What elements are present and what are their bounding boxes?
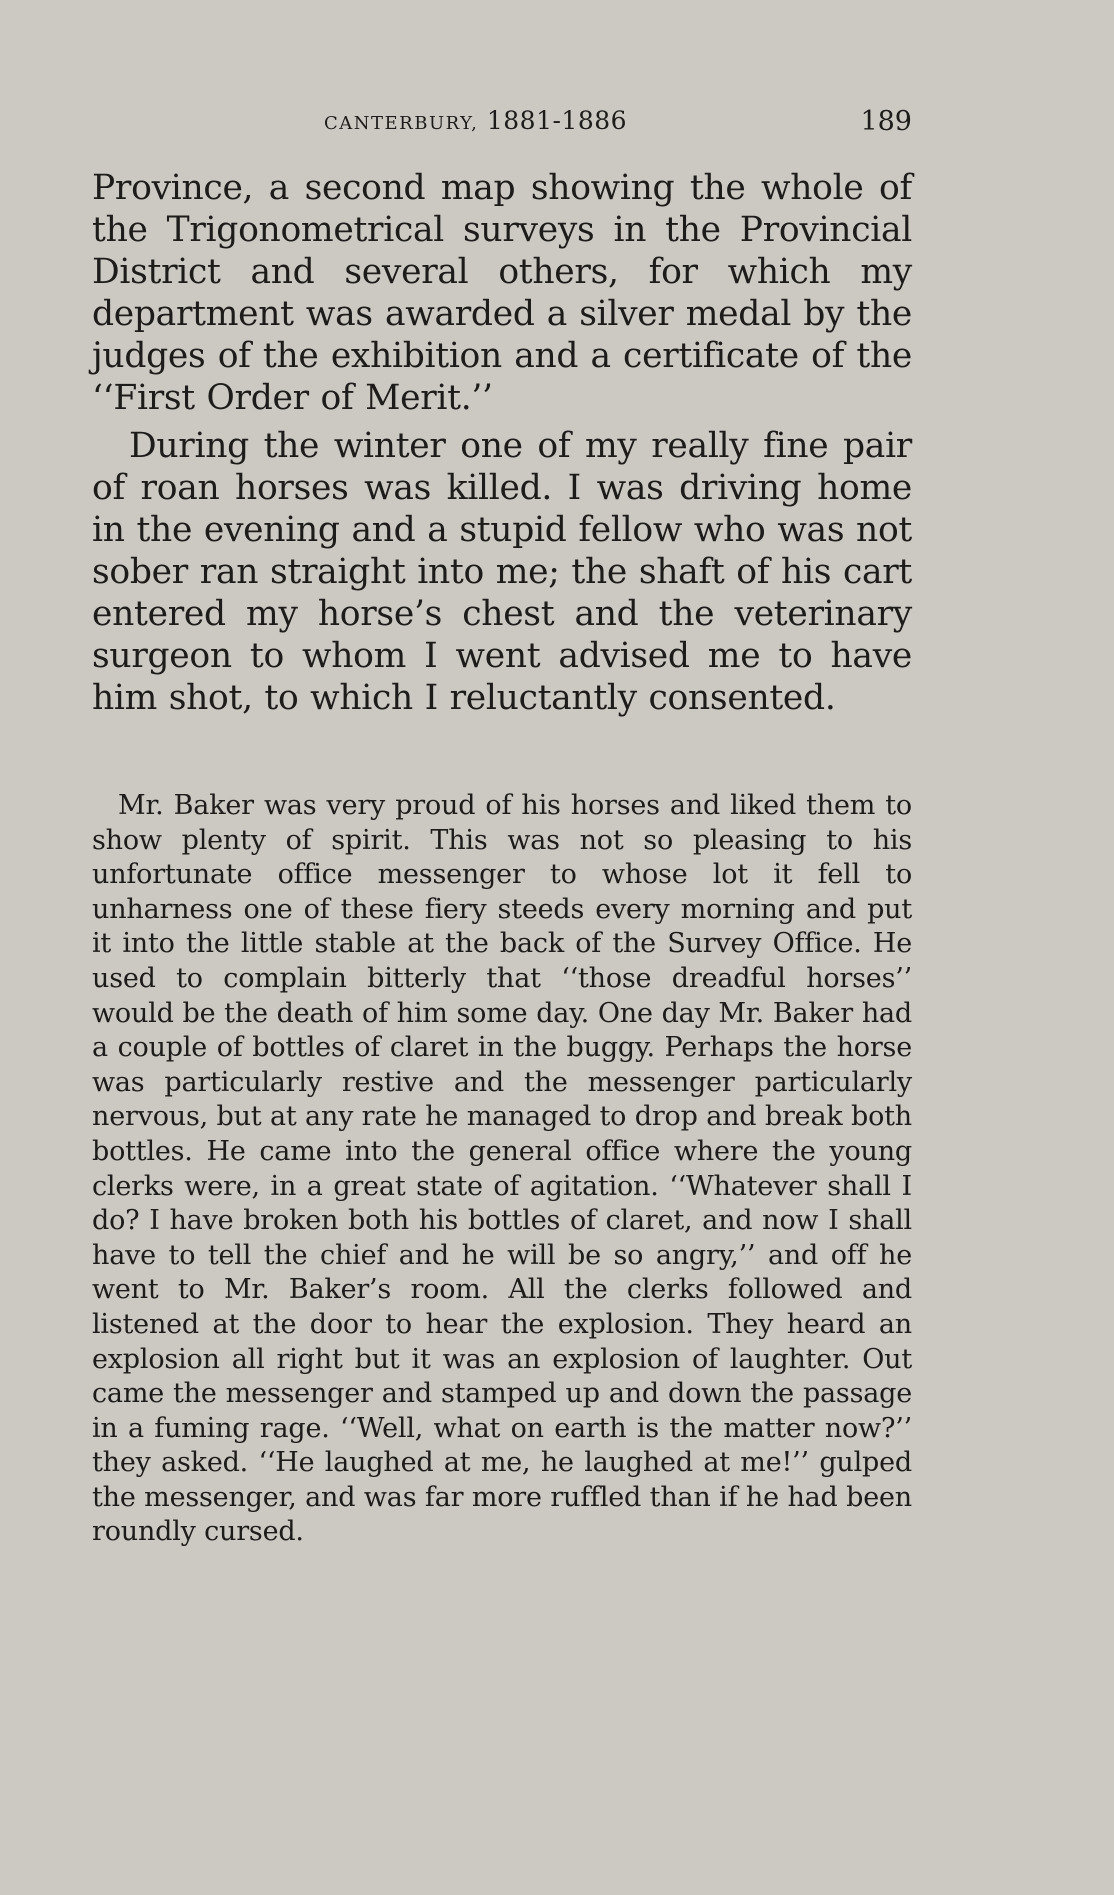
running-title-years: 1881-1886 [486,106,628,135]
page-number: 189 [860,106,912,137]
editorial-note [92,789,912,1550]
main-text [92,167,912,719]
book-page [92,96,912,1550]
running-title [324,106,627,135]
main-paragraph-2: During the winter one of my really fine pair of roan horses was killed. I was driving home in the evening and a stupid fellow who was not sober ran straight into me; the shaft of his cart entered my horse’s chest and the veterinary surgeon to whom I went advised me to have him shot, to which I reluctantly consented. [92,426,912,718]
running-head [92,96,912,140]
main-paragraph-1: Province, a second map showing the whole of the Trigonometrical surveys in the Provincial District and several others, for which my department was awarded a silver medal by the judges of the exhibition and a certificate of the ‘‘First Order of Merit.’’ [92,168,912,418]
note-paragraph: Mr. Baker was very proud of his horses and liked them to show plenty of spirit. This was not so pleasing to his unfortunate office messenger to whose lot it fell to unharness one of these fiery steeds every morning and put it into the little stable at the back of the Survey Office. He used to complain bitterly that ‘‘those dreadful horses’’ would be the death of him some day. One day Mr. Baker had a couple of bottles of claret in the buggy. Perhaps the horse was particularly restive and the messenger particularly nervous, but at any rate he managed to drop and break both bottles. He came into the general office where the young clerks were, in a great state of agitation. ‘‘Whatever shall I do? I have broken both his bottles of claret, and now I shall have to tell the chief and he will be so angry,’’ and off he went to Mr. Baker’s room. All the clerks followed and listened at the door to hear the explosion. They heard an explosion all right but it was an explosion of laughter. Out came the messenger and stamped up and down the passage in a fuming rage. ‘‘Well, what on earth is the matter now?’’ they asked. ‘‘He laughed at me, he laughed at me!’’ gulped the messenger, and was far more ruffled than if he had been roundly cursed. [92,790,912,1548]
running-title-place: CANTERBURY, [324,113,479,134]
